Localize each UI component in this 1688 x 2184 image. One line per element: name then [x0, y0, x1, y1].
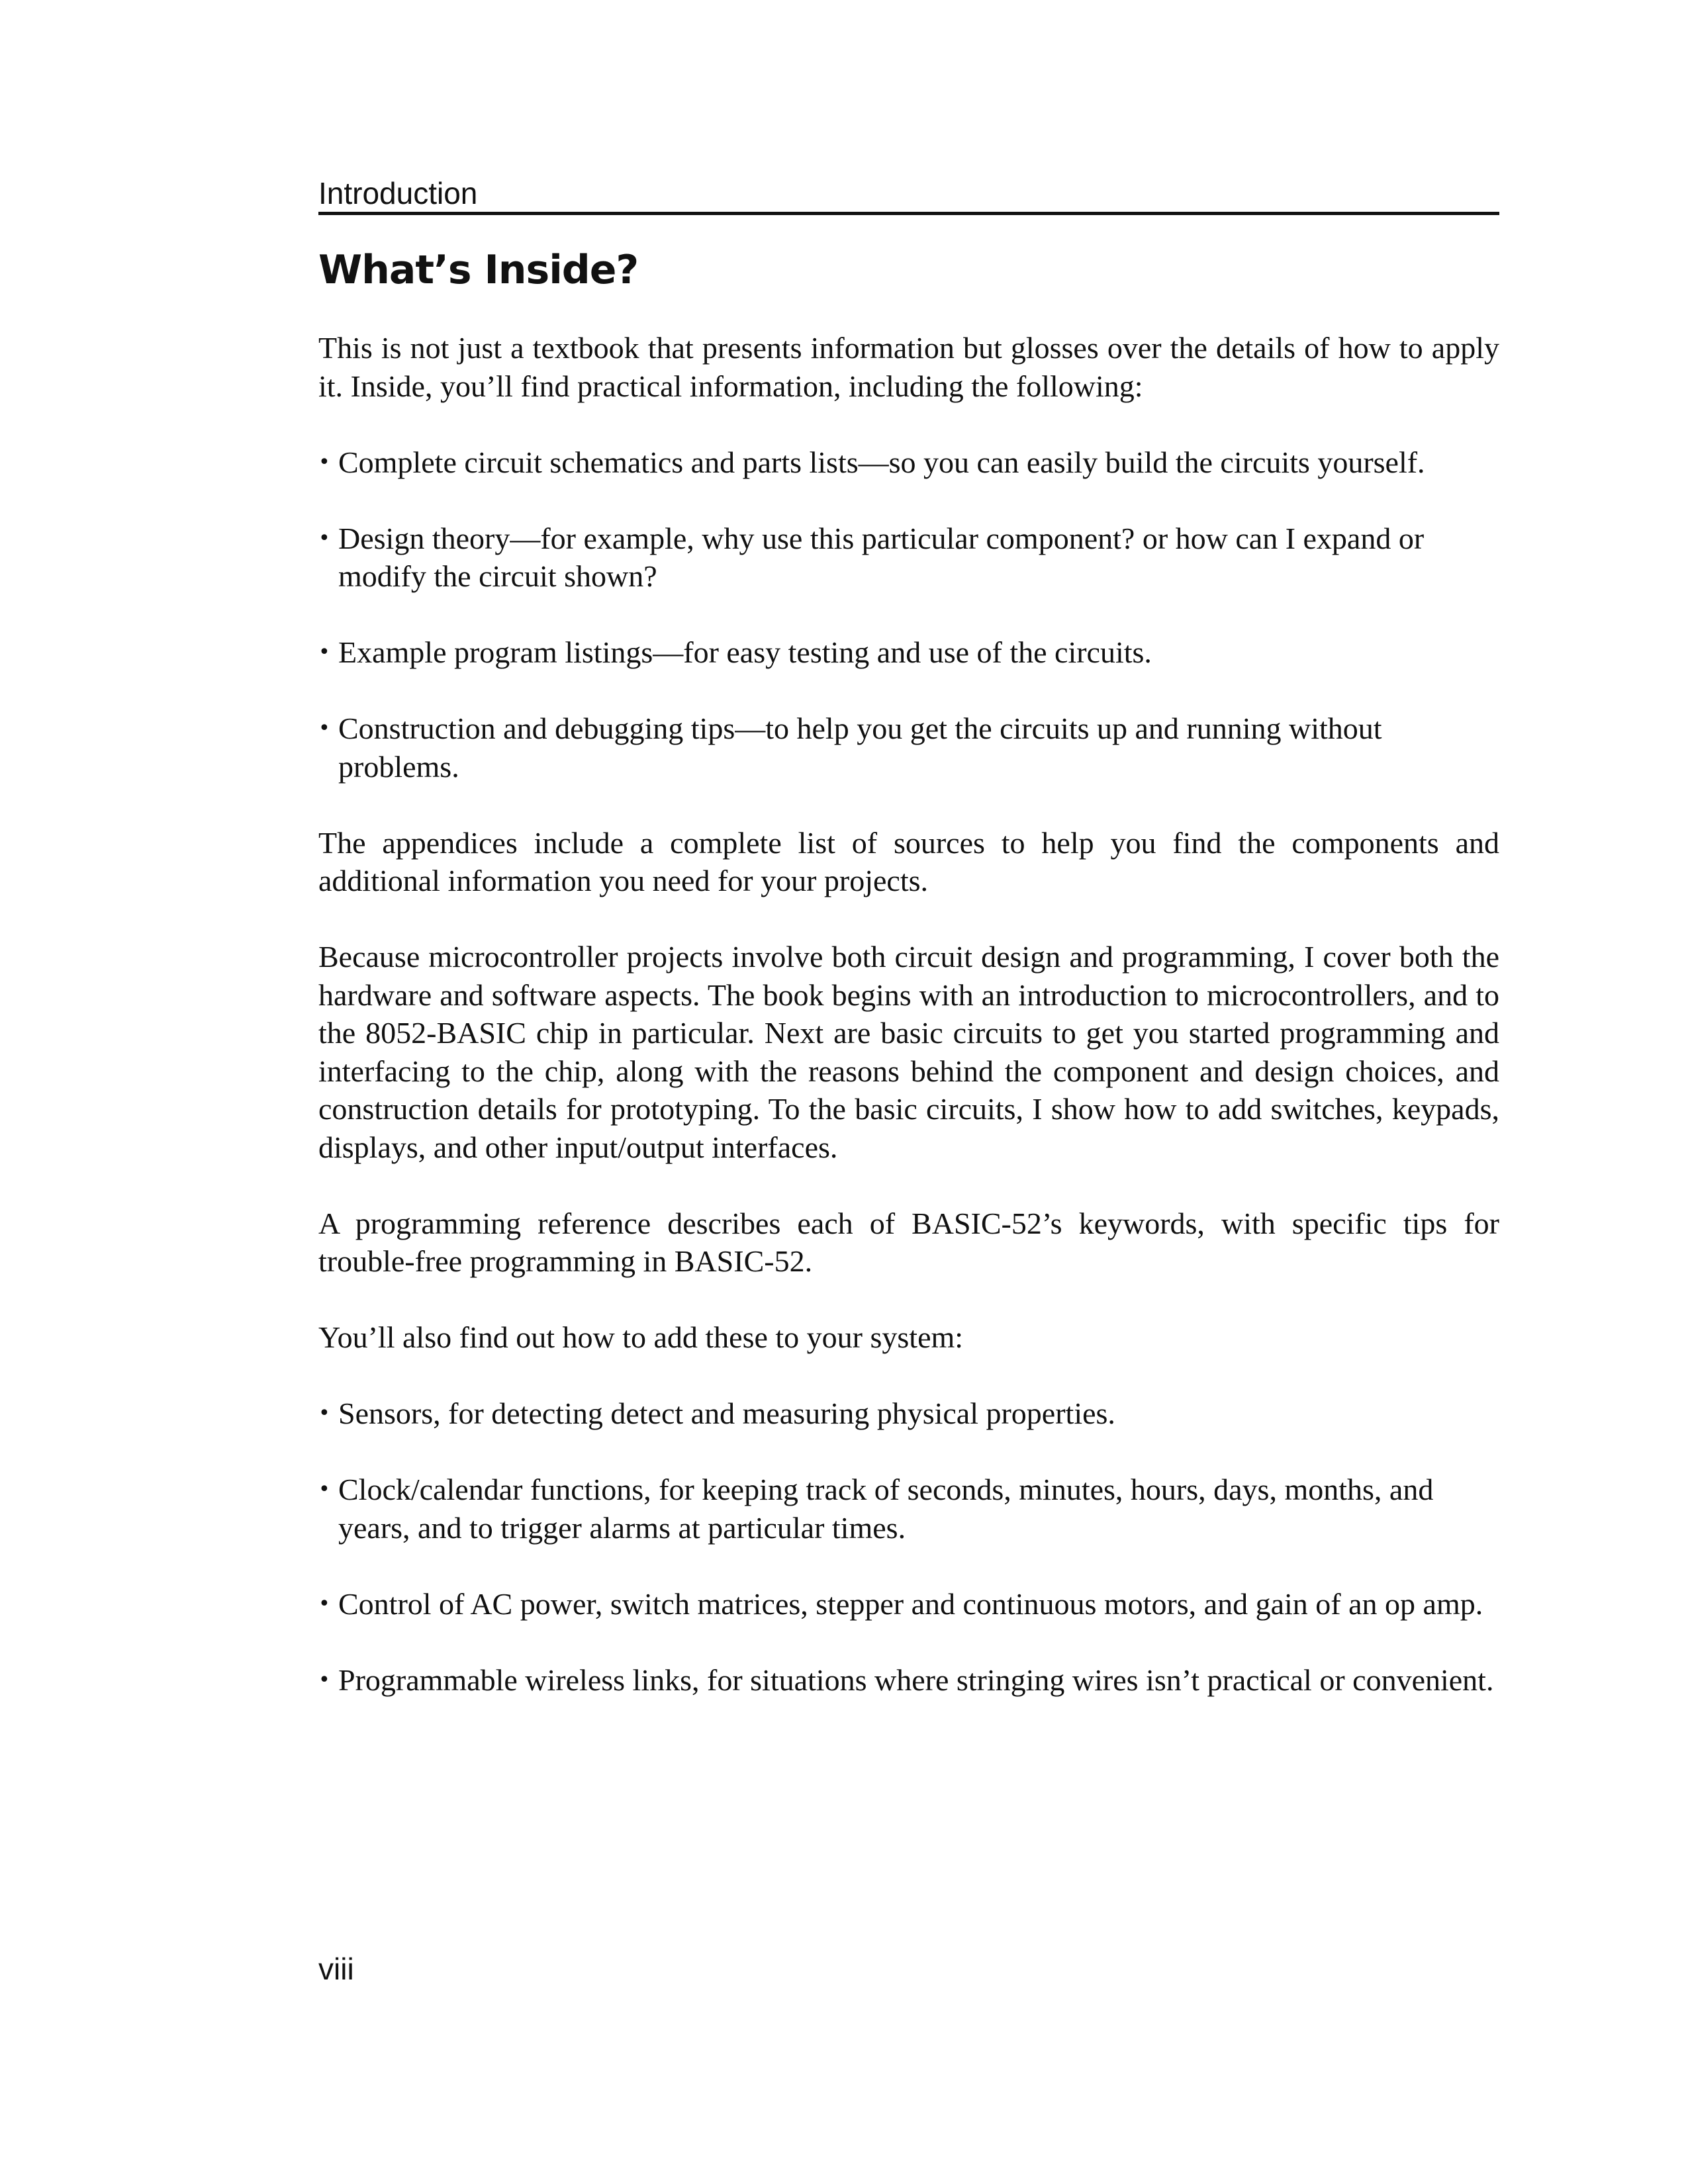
additions-intro: You’ll also find out how to add these to your system: [318, 1320, 964, 1354]
section-heading: What’s Inside? [318, 247, 639, 293]
list-item [318, 443, 1499, 482]
additions-list [318, 1394, 1499, 1699]
body-text [318, 329, 1499, 1737]
coverage-paragraph: Because microcontroller projects involve both circuit design and programming, I cover both the hardware and software aspects. The book begins with an introduction to microcontrollers, and to the 8052-BASIC chip in particular. Next are basic circuits to get you started programming and interfacing to the chip, along with the reasons behind the component and design choices, and construction details for prototyping. To the basic circuits, I show how to add switches, keypads, displays, and other input/output interfaces. [318, 940, 1499, 1164]
bullet-icon: • [318, 1668, 330, 1692]
list-item-text: Sensors, for detecting detect and measuring physical properties. [338, 1396, 1115, 1430]
list-item [318, 709, 1499, 786]
list-item [318, 1661, 1499, 1700]
list-item-text: Design theory—for example, why use this particular component? or how can I expand or modify the circuit shown? [338, 521, 1425, 593]
list-item [318, 633, 1499, 672]
bullet-icon: • [318, 1402, 330, 1425]
bullet-icon: • [318, 1478, 330, 1501]
page-number: viii [318, 1952, 354, 1986]
list-item [318, 520, 1499, 596]
bullet-icon: • [318, 641, 330, 664]
list-item-text: Complete circuit schematics and parts lists—so you can easily build the circuits yourself. [338, 445, 1425, 479]
list-item-text: Control of AC power, switch matrices, stepper and continuous motors, and gain of an op amp. [338, 1586, 1483, 1621]
reference-paragraph: A programming reference describes each of BASIC-52’s keywords, with specific tips for trouble-free programming in BASIC-52. [318, 1206, 1499, 1278]
list-item-text: Construction and debugging tips—to help you get the circuits up and running without problems. [338, 711, 1382, 784]
features-list [318, 443, 1499, 786]
list-item-text: Example program listings—for easy testing and use of the circuits. [338, 635, 1152, 669]
running-head: Introduction [318, 176, 478, 210]
list-item [318, 1471, 1499, 1547]
bullet-icon: • [318, 1592, 330, 1615]
bullet-icon: • [318, 717, 330, 740]
appendices-paragraph: The appendices include a complete list of sources to help you find the components and additional information you need for your projects. [318, 825, 1499, 897]
header-rule [318, 212, 1499, 215]
list-item-text: Clock/calendar functions, for keeping track of seconds, minutes, hours, days, months, and years, and to trigger alarms at particular times. [338, 1473, 1434, 1545]
list-item-text: Programmable wireless links, for situations where stringing wires isn’t practical or convenient. [338, 1662, 1494, 1697]
list-item [318, 1394, 1499, 1433]
book-page [318, 0, 1499, 2184]
intro-paragraph: This is not just a textbook that presents information but glosses over the details of how to apply it. Inside, you’ll find practical information, including the following: [318, 331, 1499, 403]
list-item [318, 1585, 1499, 1623]
bullet-icon: • [318, 526, 330, 550]
bullet-icon: • [318, 450, 330, 474]
